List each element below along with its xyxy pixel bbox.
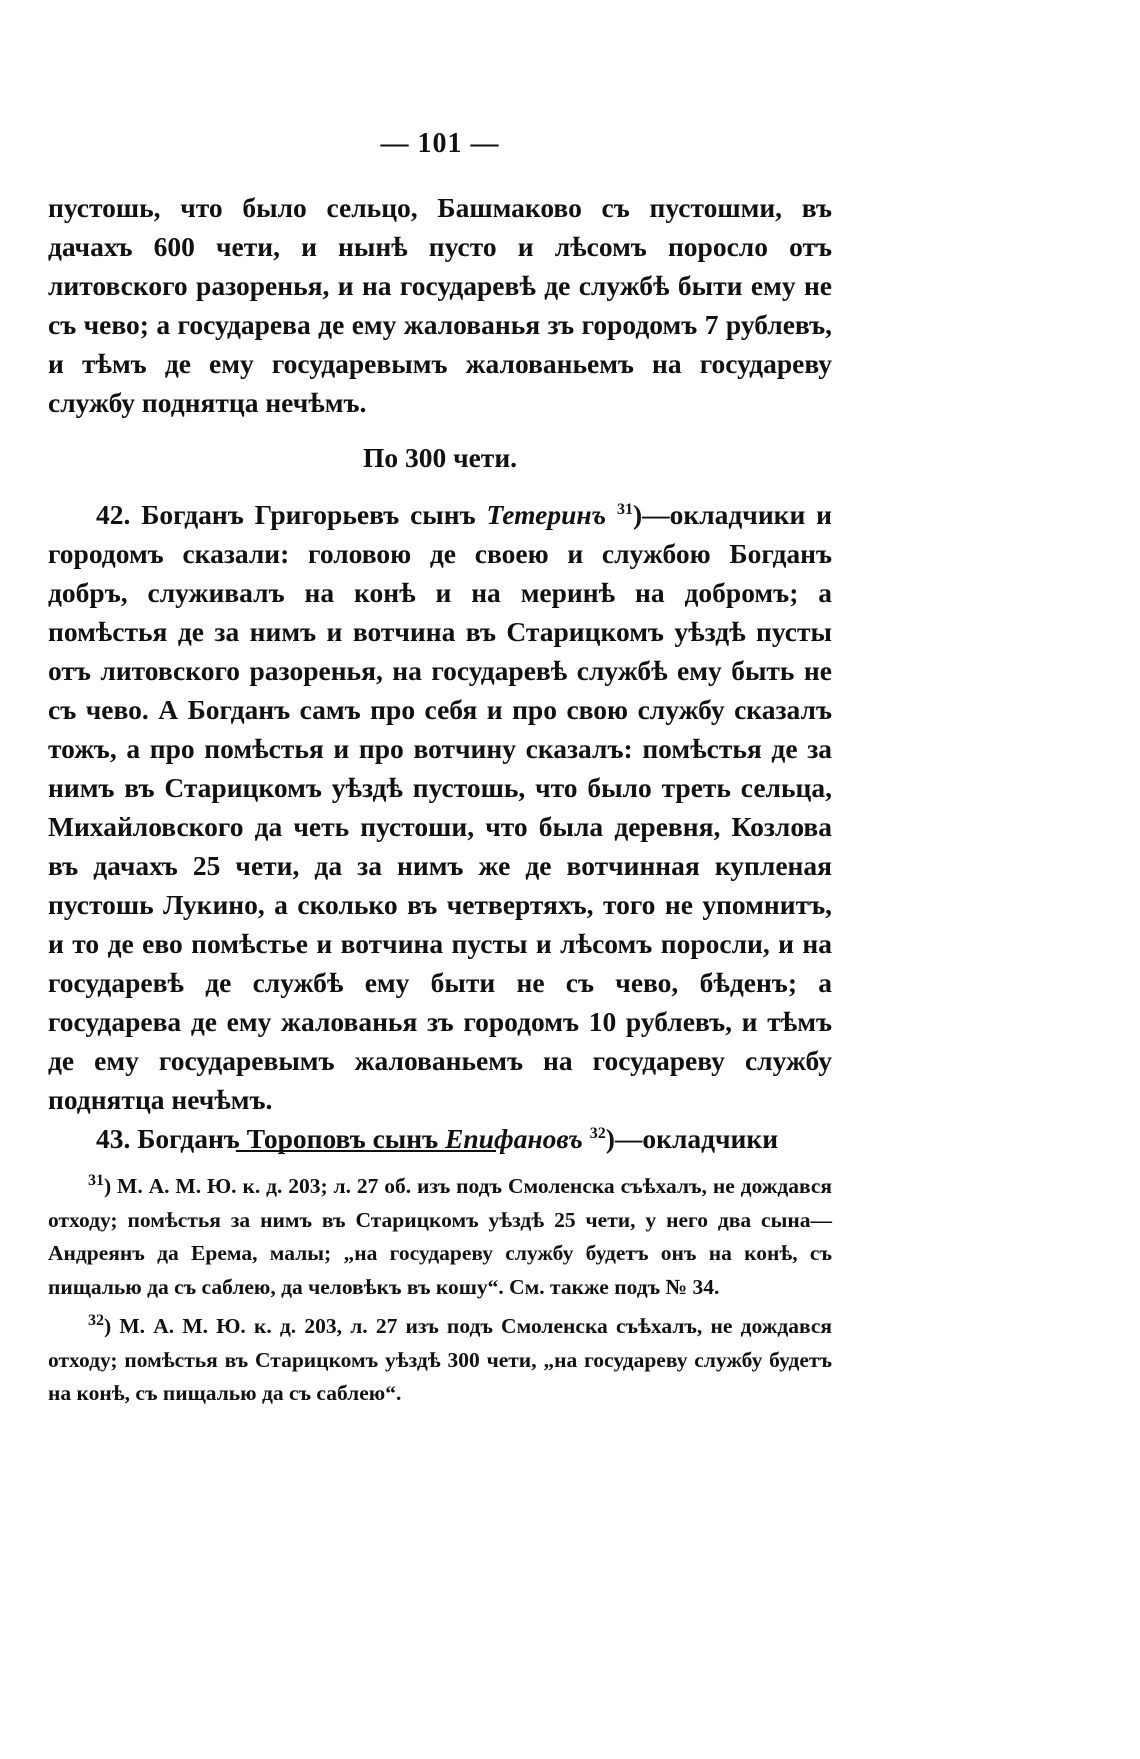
entry-text: )—окладчики и городомъ сказали: головою де своею и службою Богданъ добръ, служивалъ на конѣ и на меринѣ на добромъ; а помѣстья де за нимъ и вотчина въ Старицкомъ уѣздѣ пусты отъ литовского разоренья, на государевѣ службѣ ему быть не съ чево. А Богданъ самъ про себя и про свою службу сказалъ тожъ, а про помѣстья и про вотчину сказалъ: помѣстья де за нимъ въ Старицкомъ уѣздѣ пустошь, что было треть сельца, Михайловского да четь пустоши, что была деревня, Козлова въ дачахъ 25 чети, да за нимъ же де вотчинная купленая пустошь Лукино, а сколько въ четвертяхъ, того не упомнитъ, и то де ево помѣстье и вотчина пусты и лѣсомъ поросли, и на государевѣ де службѣ ему быти не съ чево, бѣденъ; а государева де ему жалованья зъ городомъ 10 рублевъ, и тѣмъ де ему государевымъ жалованьемъ на государеву службу поднятца нечѣмъ. [48,499,833,1115]
entry-lead: Богданъ Григорьевъ сынъ [141,499,476,530]
entry-lead: Богданъ Тороповъ сынъ [137,1123,439,1154]
paragraph-42 [48,495,832,1119]
book-page [48,0,832,1759]
footnote-ref-31[interactable]: 31 [616,500,633,518]
entry-surname: Епифановъ [445,1123,583,1154]
footnote-mark: 31 [88,1171,104,1189]
footnote-ref-32[interactable]: 32 [589,1124,606,1142]
paragraph-continuation: пустошь, что было сельцо, Башмаково съ пустошми, въ дачахъ 600 чети, и нынѣ пусто и лѣсомъ поросло отъ литовского разоренья, и на государевѣ де службѣ быти ему не съ чево; а государева де ему жалованья зъ городомъ 7 рублевъ, и тѣмъ де ему государевымъ жалованьемъ на государеву службу поднятца нечѣмъ. [48,192,832,418]
main-text [48,188,832,1158]
entry-number: 42. [96,499,131,530]
paragraph-43 [48,1119,832,1158]
footnote-text: ) М. А. М. Ю. к. д. 203; л. 27 об. изъ подъ Смоленска съѣхалъ, не дождався отходу; помѣстья за нимъ въ Старицкомъ уѣздѣ 25 чети, у него два сына—Андреянъ да Ерема, малы; „на государеву службу будетъ онъ на конѣ, съ пищалью да съ саблею, да человѣкъ въ кошу“. См. также подъ № 34. [48,1174,832,1299]
footnote-32 [48,1310,832,1411]
footnotes [48,1170,832,1417]
entry-surname: Тетеринъ [486,499,607,530]
footnote-31 [48,1170,832,1304]
footnote-text: ) М. А. М. Ю. к. д. 203, л. 27 изъ подъ Смоленска съѣхалъ, не дождався отходу; помѣстья въ Старицкомъ уѣздѣ 300 чети, „на государеву службу будетъ на конѣ, съ пищалью да съ саблею“. [48,1314,832,1405]
footnote-divider [236,1150,496,1152]
entry-number: 43. [96,1123,131,1154]
section-heading: По 300 чети. [362,442,518,473]
page-number: — 101 — [380,128,500,159]
footnote-mark: 32 [88,1311,104,1329]
entry-text: )—окладчики [605,1123,779,1154]
